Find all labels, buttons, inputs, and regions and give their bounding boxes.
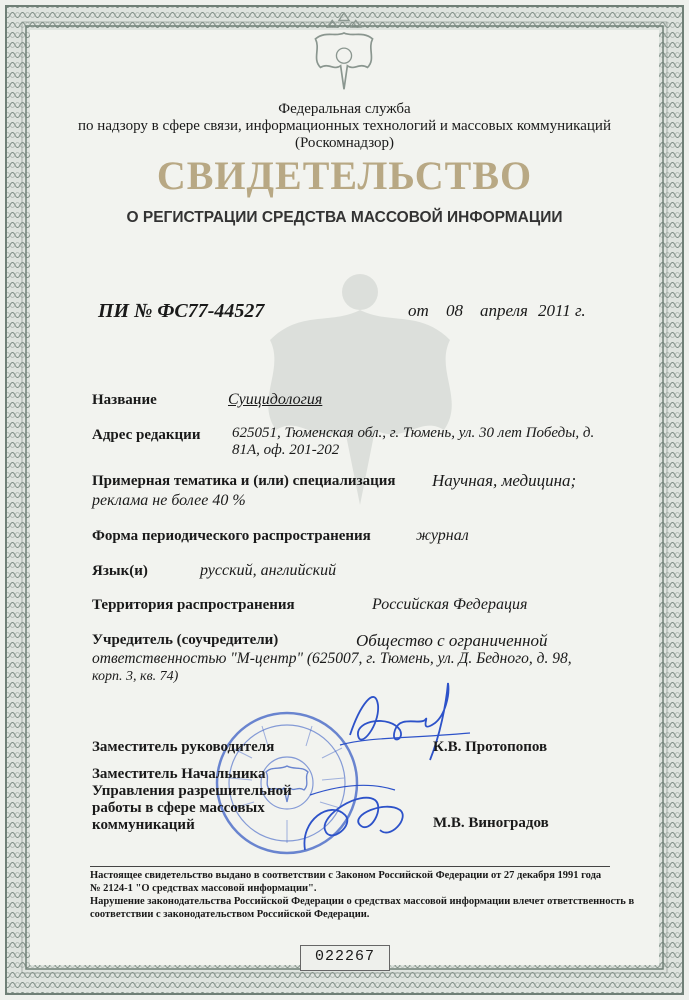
footer-divider xyxy=(90,866,610,867)
address-line-2: 81А, оф. 201-202 xyxy=(232,442,340,458)
double-headed-eagle-icon xyxy=(302,12,386,96)
deputy-chief-line-4: коммуникаций xyxy=(92,817,195,833)
date-day: 08 xyxy=(446,301,463,320)
signature-vinogradov xyxy=(290,770,420,870)
date-prefix: от xyxy=(408,301,429,320)
certificate-title: СВИДЕТЕЛЬСТВО xyxy=(156,153,533,198)
territory-value: Российская Федерация xyxy=(372,596,528,613)
footer-note-line-1: Настоящее свидетельство выдано в соответствии с Законом Российской Федерации от 27 декабря 1991 года xyxy=(90,870,602,881)
deputy-head-title: Заместитель руководителя xyxy=(92,739,275,755)
date-year: 2011 г. xyxy=(538,301,586,320)
deputy-chief-line-1: Заместитель Начальника xyxy=(92,766,266,782)
form-value: журнал xyxy=(416,527,469,544)
footer-note-line-4: соответствии с законодательством Российской Федерации. xyxy=(90,909,370,920)
agency-line-2: по надзору в сфере связи, информационных технологий и массовых коммуникаций xyxy=(78,118,611,134)
territory-label: Территория распространения xyxy=(92,597,295,613)
founder-line-1: Общество с ограниченной xyxy=(356,631,548,650)
language-label: Язык(и) xyxy=(92,563,148,579)
deputy-chief-name: М.В. Виноградов xyxy=(433,815,549,831)
topic-line-2: реклама не более 40 % xyxy=(92,492,246,509)
topic-line-1: Научная, медицина; xyxy=(432,471,577,490)
date-month: апреля xyxy=(480,301,528,320)
name-value: Суицидология xyxy=(228,391,323,408)
agency-line-3: (Роскомнадзор) xyxy=(294,135,395,151)
founder-line-3: корп. 3, кв. 74) xyxy=(92,669,179,684)
deputy-chief-line-2: Управления разрешительной xyxy=(92,783,292,799)
serial-number: 022267 xyxy=(314,948,375,965)
deputy-head-name: К.В. Протопопов xyxy=(433,739,548,755)
address-label: Адрес редакции xyxy=(92,427,201,443)
deputy-chief-line-3: работы в сфере массовых xyxy=(92,800,265,816)
founder-label: Учредитель (соучредители) xyxy=(92,632,279,648)
address-line-1: 625051, Тюменская обл., г. Тюмень, ул. 30 лет Победы, д. xyxy=(232,425,595,441)
certificate-subtitle: О РЕГИСТРАЦИИ СРЕДСТВА МАССОВОЙ ИНФОРМАЦИИ xyxy=(126,209,563,226)
form-label: Форма периодического распространения xyxy=(92,528,371,544)
name-label: Название xyxy=(92,392,157,408)
founder-line-2: ответственностью "М-центр" (625007, г. Тюмень, ул. Д. Бедного, д. 98, xyxy=(92,650,572,667)
footer-note-line-2: № 2124-1 "О средствах массовой информации". xyxy=(90,883,317,894)
footer-note-line-3: Нарушение законодательства Российской Федерации о средствах массовой информации влечет ответственность в xyxy=(90,896,635,907)
registration-number: ПИ № ФС77-44527 xyxy=(98,300,265,322)
language-value: русский, английский xyxy=(200,562,337,579)
topic-label: Примерная тематика и (или) специализация xyxy=(92,473,396,489)
agency-line-1: Федеральная служба xyxy=(278,101,411,117)
